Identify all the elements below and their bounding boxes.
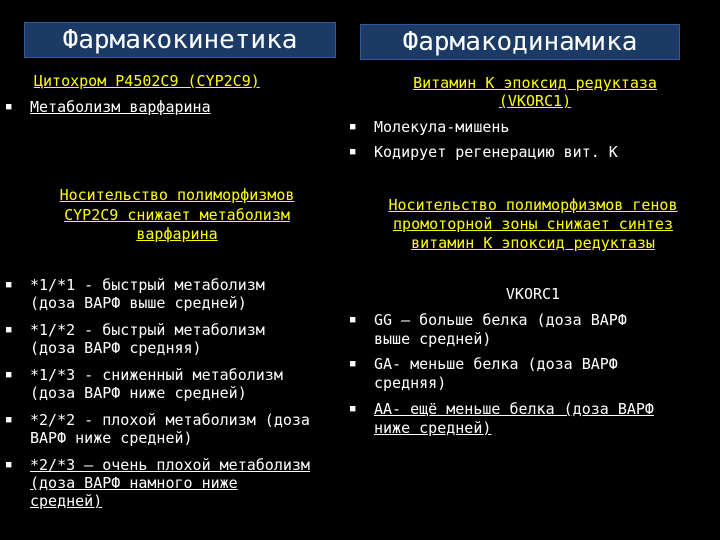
left-genotype-4-line2: ВАРФ ниже средней) xyxy=(30,429,193,447)
left-genotype-2-line1: *1/*2 - быстрый метаболизм xyxy=(30,321,265,339)
left-carrier-note-1: Носительство полиморфизмов xyxy=(59,186,295,204)
left-genotype-3-line1: *1/*3 - сниженный метаболизм xyxy=(30,366,283,384)
right-enzyme-heading-1: Витамин К эпоксид редуктаза xyxy=(413,74,657,92)
right-genotype-1-line1: GG – больше белка (доза ВАРФ xyxy=(374,311,627,329)
left-carrier-note-2: CYP2C9 снижает метаболизм xyxy=(64,206,290,224)
left-genotype-1-line2: (доза ВАРФ выше средней) xyxy=(30,294,247,312)
bullet-icon: ■ xyxy=(350,122,356,132)
bullet-icon: ■ xyxy=(6,370,12,380)
right-bullet-1: Молекула-мишень xyxy=(374,118,510,136)
right-carrier-note-2: промоторной зоны снижает синтез xyxy=(393,215,673,233)
right-genotype-2-line2: средняя) xyxy=(374,374,447,392)
left-carrier-note-3: варфарина xyxy=(136,225,218,243)
bullet-icon: ■ xyxy=(350,315,356,325)
right-carrier-note-3: витамин К эпоксид редуктазы xyxy=(411,234,655,252)
right-enzyme-heading-2: (VKORC1) xyxy=(498,92,572,110)
right-genotype-2-line1: GA- меньше белка (доза ВАРФ xyxy=(374,355,618,373)
left-genotype-1-line1: *1/*1 - быстрый метаболизм xyxy=(30,276,265,294)
bullet-icon: ■ xyxy=(350,147,356,157)
left-enzyme-heading: Цитохром P4502C9 (CYP2C9) xyxy=(34,72,260,90)
bullet-icon: ■ xyxy=(6,415,12,425)
left-main-bullet: Метаболизм варфарина xyxy=(30,98,211,116)
left-genotype-5-line2: (доза ВАРФ намного ниже xyxy=(30,474,238,492)
left-genotype-5-line1: *2/*3 – очень плохой метаболизм xyxy=(30,456,310,474)
bullet-icon: ■ xyxy=(6,102,12,112)
right-genotype-1-line2: выше средней) xyxy=(374,330,492,348)
bullet-icon: ■ xyxy=(350,404,356,414)
bullet-icon: ■ xyxy=(6,280,12,290)
title-pharmacodynamics: Фармакодинамика xyxy=(360,24,680,60)
right-carrier-note-1: Носительство полиморфизмов генов xyxy=(388,196,678,214)
left-genotype-3-line2: (доза ВАРФ ниже средней) xyxy=(30,384,247,402)
left-genotype-5-line3: средней) xyxy=(30,492,103,510)
right-gene-heading: VKORC1 xyxy=(505,285,561,303)
bullet-icon: ■ xyxy=(350,359,356,369)
left-genotype-2-line2: (доза ВАРФ средняя) xyxy=(30,339,202,357)
left-genotype-4-line1: *2/*2 - плохой метаболизм (доза xyxy=(30,411,310,429)
right-genotype-3-line1: AA- ещё меньше белка (доза ВАРФ xyxy=(374,400,654,418)
right-bullet-2: Кодирует регенерацию вит. К xyxy=(374,143,618,161)
title-pharmacokinetics: Фармакокинетика xyxy=(24,22,336,58)
right-genotype-3-line2: ниже средней) xyxy=(374,419,492,437)
bullet-icon: ■ xyxy=(6,460,12,470)
bullet-icon: ■ xyxy=(6,325,12,335)
